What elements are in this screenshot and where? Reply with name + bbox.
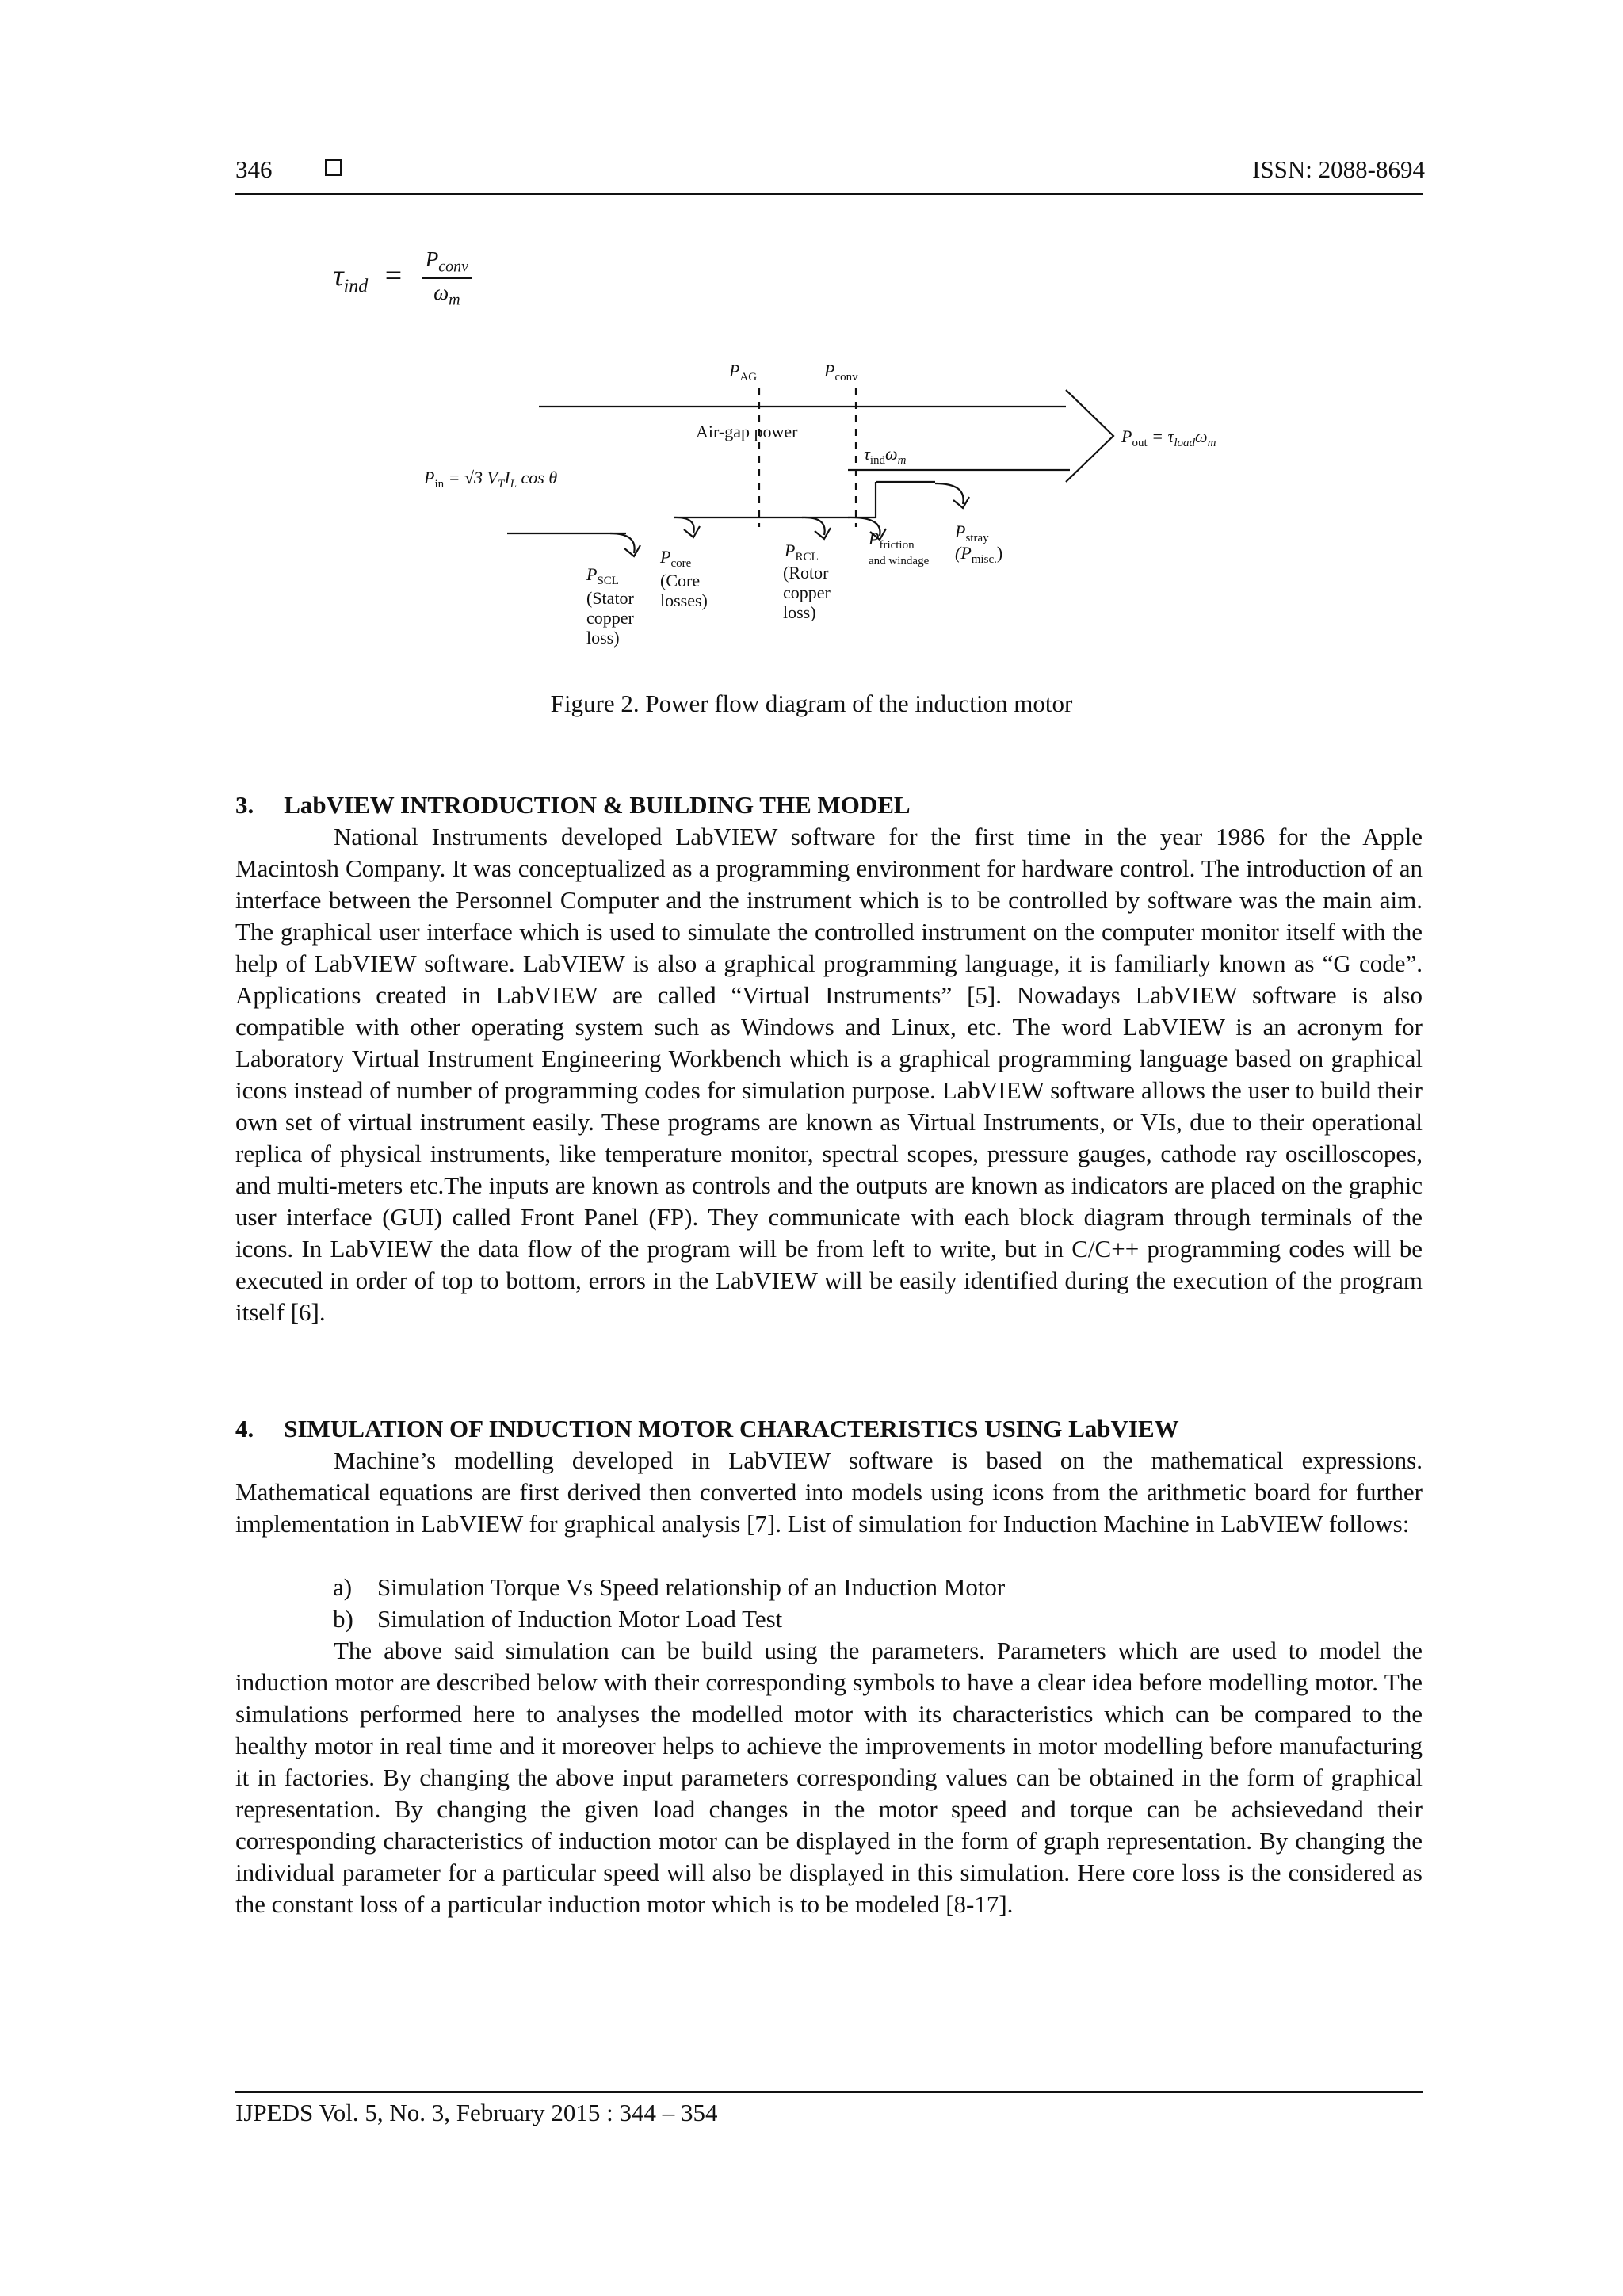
svg-text:(Pmisc.): $(P_{misc.})$ (955, 543, 1003, 566)
header-square-icon (325, 159, 342, 176)
section-3-heading: 3. LabVIEW INTRODUCTION & BUILDING THE MODEL (235, 791, 911, 819)
svg-text:(Rotor: (Rotor (783, 563, 829, 583)
svg-text:τindωm: $\tau_{ind}\omega_m$ (864, 444, 907, 467)
rcl-loss-arrow (802, 518, 831, 539)
issn: ISSN: 2088-8694 (1252, 155, 1425, 183)
formula-equals: = (384, 259, 403, 293)
fw-loss-arrow (848, 518, 886, 540)
section-4-body-2: The above said simulation can be build using the parameters. Parameters which are used to model the induction motor are described below with their corresponding symbols to have a clear idea before modelling motor. The simulations performed here to analyses the modelled motor with its characteristics which can be compared to the healthy motor in real time and it moreover helps to achieve the improvements in motor modelling before manufacturing it in factories. By changing the above input parameters corresponding values can be obtained in the form of graphical representation. By changing the given load changes in the motor speed and torque can be achsievedand their corresponding characteristics of induction motor can be displayed in the form of graph representation. By changing the individual parameter for a particular speed will also be displayed in this simulation. Here core loss is the considered as the constant loss of a particular induction motor which is to be modeled [8-17]. (235, 1637, 1423, 1918)
torque-formula (333, 247, 472, 310)
svg-text:copper: copper (783, 583, 831, 602)
svg-text:loss): loss) (783, 602, 816, 622)
core-loss-arrow (674, 518, 700, 537)
air-gap-label: Air-gap power (696, 422, 798, 441)
section-4-body-1: Machine’s modelling developed in LabVIEW software is based on the mathematical expressions. Mathematical equations are first derived then converted into models using icons from the arithmetic board for further implementation in LabVIEW for graphical analysis [7]. List of simulation for Induction Machine in LabVIEW follows: (235, 1446, 1423, 1538)
formula-fraction: $\frac{P_{conv}}{\omega_m}$ (422, 247, 472, 310)
svg-text:Pfriction: $P_{friction}$ (869, 529, 915, 552)
formula-lhs: $\tau_{ind}$ (333, 259, 369, 297)
svg-text:PSCL: $P_{SCL}$ (586, 564, 619, 587)
svg-text:Pout = τloadωm: $P_{out} = \tau_{load}\omega_m$ (1121, 426, 1216, 449)
svg-text:(Core: (Core (660, 571, 701, 590)
figure-caption: Figure 2. Power flow diagram of the induction motor (550, 690, 1073, 717)
svg-text:Pin = √3 VTIL cos θ: $P_{in} = √3$ $V_TI_L$ cos θ (424, 468, 558, 491)
svg-text:PAG: $P_{AG}$ (729, 361, 758, 384)
footer-rule (235, 2091, 1423, 2093)
svg-text:(Stator: (Stator (586, 588, 634, 608)
list-item: a) Simulation Torque Vs Speed relationship of an Induction Motor (333, 1573, 1006, 1601)
header-rule (235, 193, 1423, 195)
stray-loss-arrow (935, 483, 969, 508)
list-item: b) Simulation of Induction Motor Load Test (333, 1605, 783, 1633)
svg-text:Pstray: $P_{stray}$ (955, 521, 989, 544)
page-number: 346 (235, 155, 273, 183)
svg-text:loss): loss) (586, 628, 620, 648)
section-4-heading: 4. SIMULATION OF INDUCTION MOTOR CHARACTERISTICS USING LabVIEW (235, 1415, 1179, 1442)
svg-text:Pcore: $P_{core}$ (660, 547, 692, 570)
svg-text:losses): losses) (660, 590, 708, 610)
section-3-body: National Instruments developed LabVIEW software for the first time in the year 1986 for the Apple Macintosh Company. It was conceptualized as a programming environment for hardware control. The introduction of an interface between the Personnel Computer and the instrument which is to be controlled by software was the main aim. The graphical user interface which is used to simulate the controlled instrument on the computer monitor itself with the help of LabVIEW software. LabVIEW is also a graphical programming language, it is familiarly known as “G code”. Applications created in LabVIEW are called “Virtual Instruments” [5]. Nowadays LabVIEW software is also compatible with other operating system such as Windows and Linux, etc. The word LabVIEW is an acronym for Laboratory Virtual Instrument Engineering Workbench which is a graphical programming language based on graphical icons instead of number of programming codes for simulation purpose. LabVIEW software allows the user to build their own set of virtual instrument easily. These programs are known as Virtual Instruments, or VIs, due to their operational replica of physical instruments, like temperature monitor, spectral scopes, pressure gauges, cathode ray oscilloscopes, and multi-meters etc.The inputs are known as controls and the outputs are known as indicators are placed on the graphic user interface (GUI) called Front Panel (FP). They communicate with each block diagram through terminals of the icons. In LabVIEW the data flow of the program will be from left to write, but in C/C++ programming codes will be executed in order of top to bottom, errors in the LabVIEW will be easily identified during the execution of the program itself [6]. (235, 823, 1423, 1326)
svg-text:and windage: and windage (869, 555, 930, 567)
svg-text:Pconv: $P_{conv}$ (824, 361, 858, 384)
journal-footer: IJPEDS Vol. 5, No. 3, February 2015 : 344 – 354 (235, 2099, 718, 2126)
scl-loss-arrow (610, 533, 640, 556)
power-flow-diagram (396, 349, 1308, 682)
simulation-list (333, 1572, 1005, 1635)
svg-text:PRCL: $P_{RCL}$ (785, 541, 819, 563)
output-arrow (1066, 390, 1113, 482)
svg-text:copper: copper (586, 608, 634, 628)
